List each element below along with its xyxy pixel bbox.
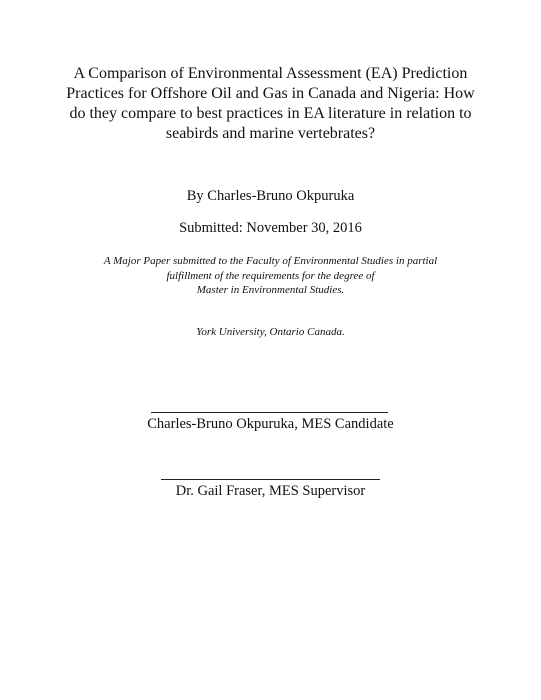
institution-location: York University, Ontario Canada. xyxy=(196,326,345,338)
candidate-signature-line xyxy=(151,412,388,413)
statement-line: fulfillment of the requirements for the degree of xyxy=(166,269,375,282)
title-line: do they compare to best practices in EA literature in relation to xyxy=(69,105,472,122)
title-line: seabirds and marine vertebrates? xyxy=(165,125,376,142)
title-line: Practices for Offshore Oil and Gas in Canada and Nigeria: How xyxy=(66,85,475,102)
candidate-signature-label: Charles-Bruno Okpuruka, MES Candidate xyxy=(147,416,394,432)
submitted-date: Submitted: November 30, 2016 xyxy=(179,220,362,236)
supervisor-signature-label: Dr. Gail Fraser, MES Supervisor xyxy=(175,483,366,499)
title-line: A Comparison of Environmental Assessment (EA) Prediction xyxy=(73,65,468,82)
statement-line: A Major Paper submitted to the Faculty of Environmental Studies in partial xyxy=(103,255,438,267)
author-line: By Charles-Bruno Okpuruka xyxy=(186,188,355,204)
statement-line: Master in Environmental Studies. xyxy=(196,284,345,296)
paper-title xyxy=(40,64,501,144)
supervisor-signature-line xyxy=(161,479,380,480)
degree-statement xyxy=(40,254,501,298)
